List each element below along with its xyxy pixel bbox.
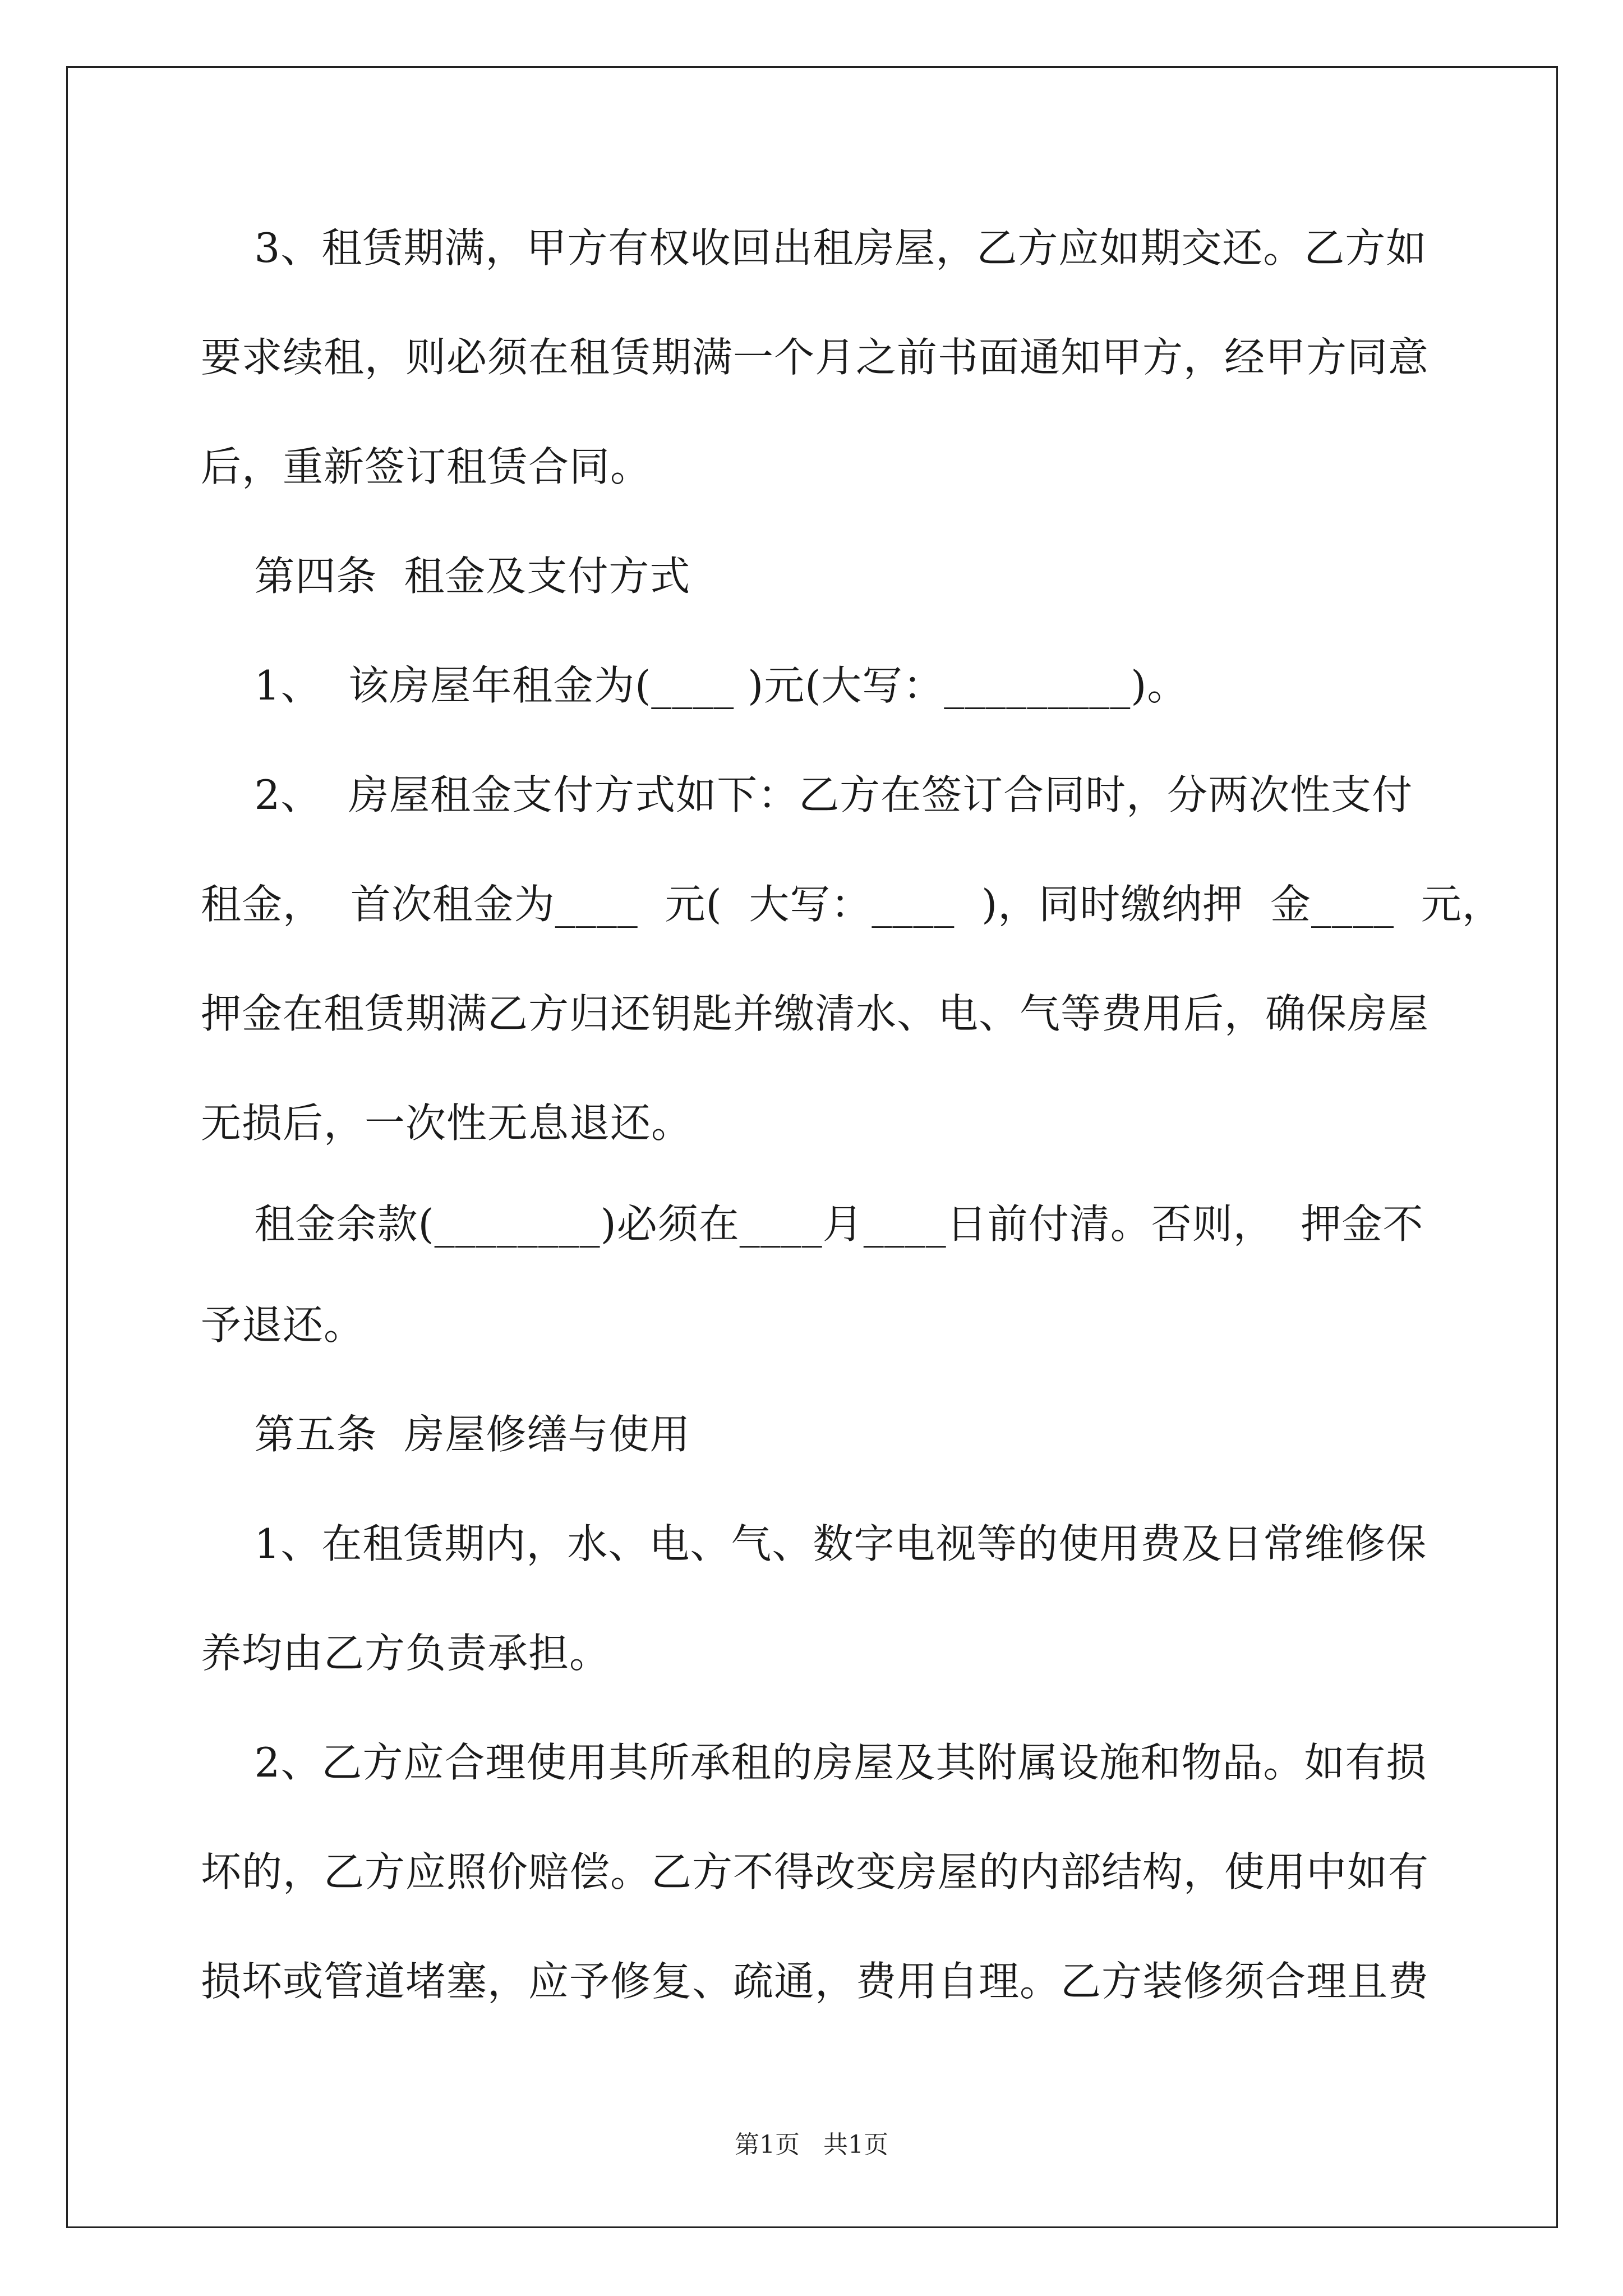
text-line: 2、 房屋租金支付方式如下：乙方在签订合同时，分两次性支付 [201,771,1413,818]
text-line: 养均由乙方负责承担。 [201,1630,611,1677]
section-heading: 第四条 租金及支付方式 [201,553,691,600]
text-line: 1、 该房屋年租金为(____ )元(大写：_________)。 [201,662,1188,709]
text-line: 3、租赁期满，甲方有权收回出租房屋，乙方应如期交还。乙方如 [201,224,1427,272]
text-line: 无损后，一次性无息退还。 [201,1099,693,1147]
text-line: 予退还。 [201,1301,365,1349]
text-line: 2、乙方应合理使用其所承租的房屋及其附属设施和物品。如有损 [201,1739,1427,1786]
page-footer: 第1页 共1页 [735,2131,888,2159]
text-line: 租金， 首次租金为____ 元( 大写：____ )，同时缴纳押 金____ 元， [201,881,1503,928]
text-line: 坏的，乙方应照价赔偿。乙方不得改变房屋的内部结构，使用中如有 [201,1848,1430,1895]
text-line: 后，重新签订租赁合同。 [201,443,652,490]
text-line: 押金在租赁期满乙方归还钥匙并缴清水、电、气等费用后，确保房屋 [201,990,1430,1037]
section-heading: 第五条 房屋修缮与使用 [201,1411,691,1458]
text-line: 要求续租，则必须在租赁期满一个月之前书面通知甲方，经甲方同意 [201,334,1430,381]
text-line: 1、在租赁期内，水、电、气、数字电视等的使用费及日常维修保 [201,1520,1427,1567]
text-line: 租金余款(________)必须在____月____日前付清。否则， 押金不 [201,1200,1424,1248]
text-line: 损坏或管道堵塞，应予修复、疏通，费用自理。乙方装修须合理且费 [201,1958,1430,2005]
